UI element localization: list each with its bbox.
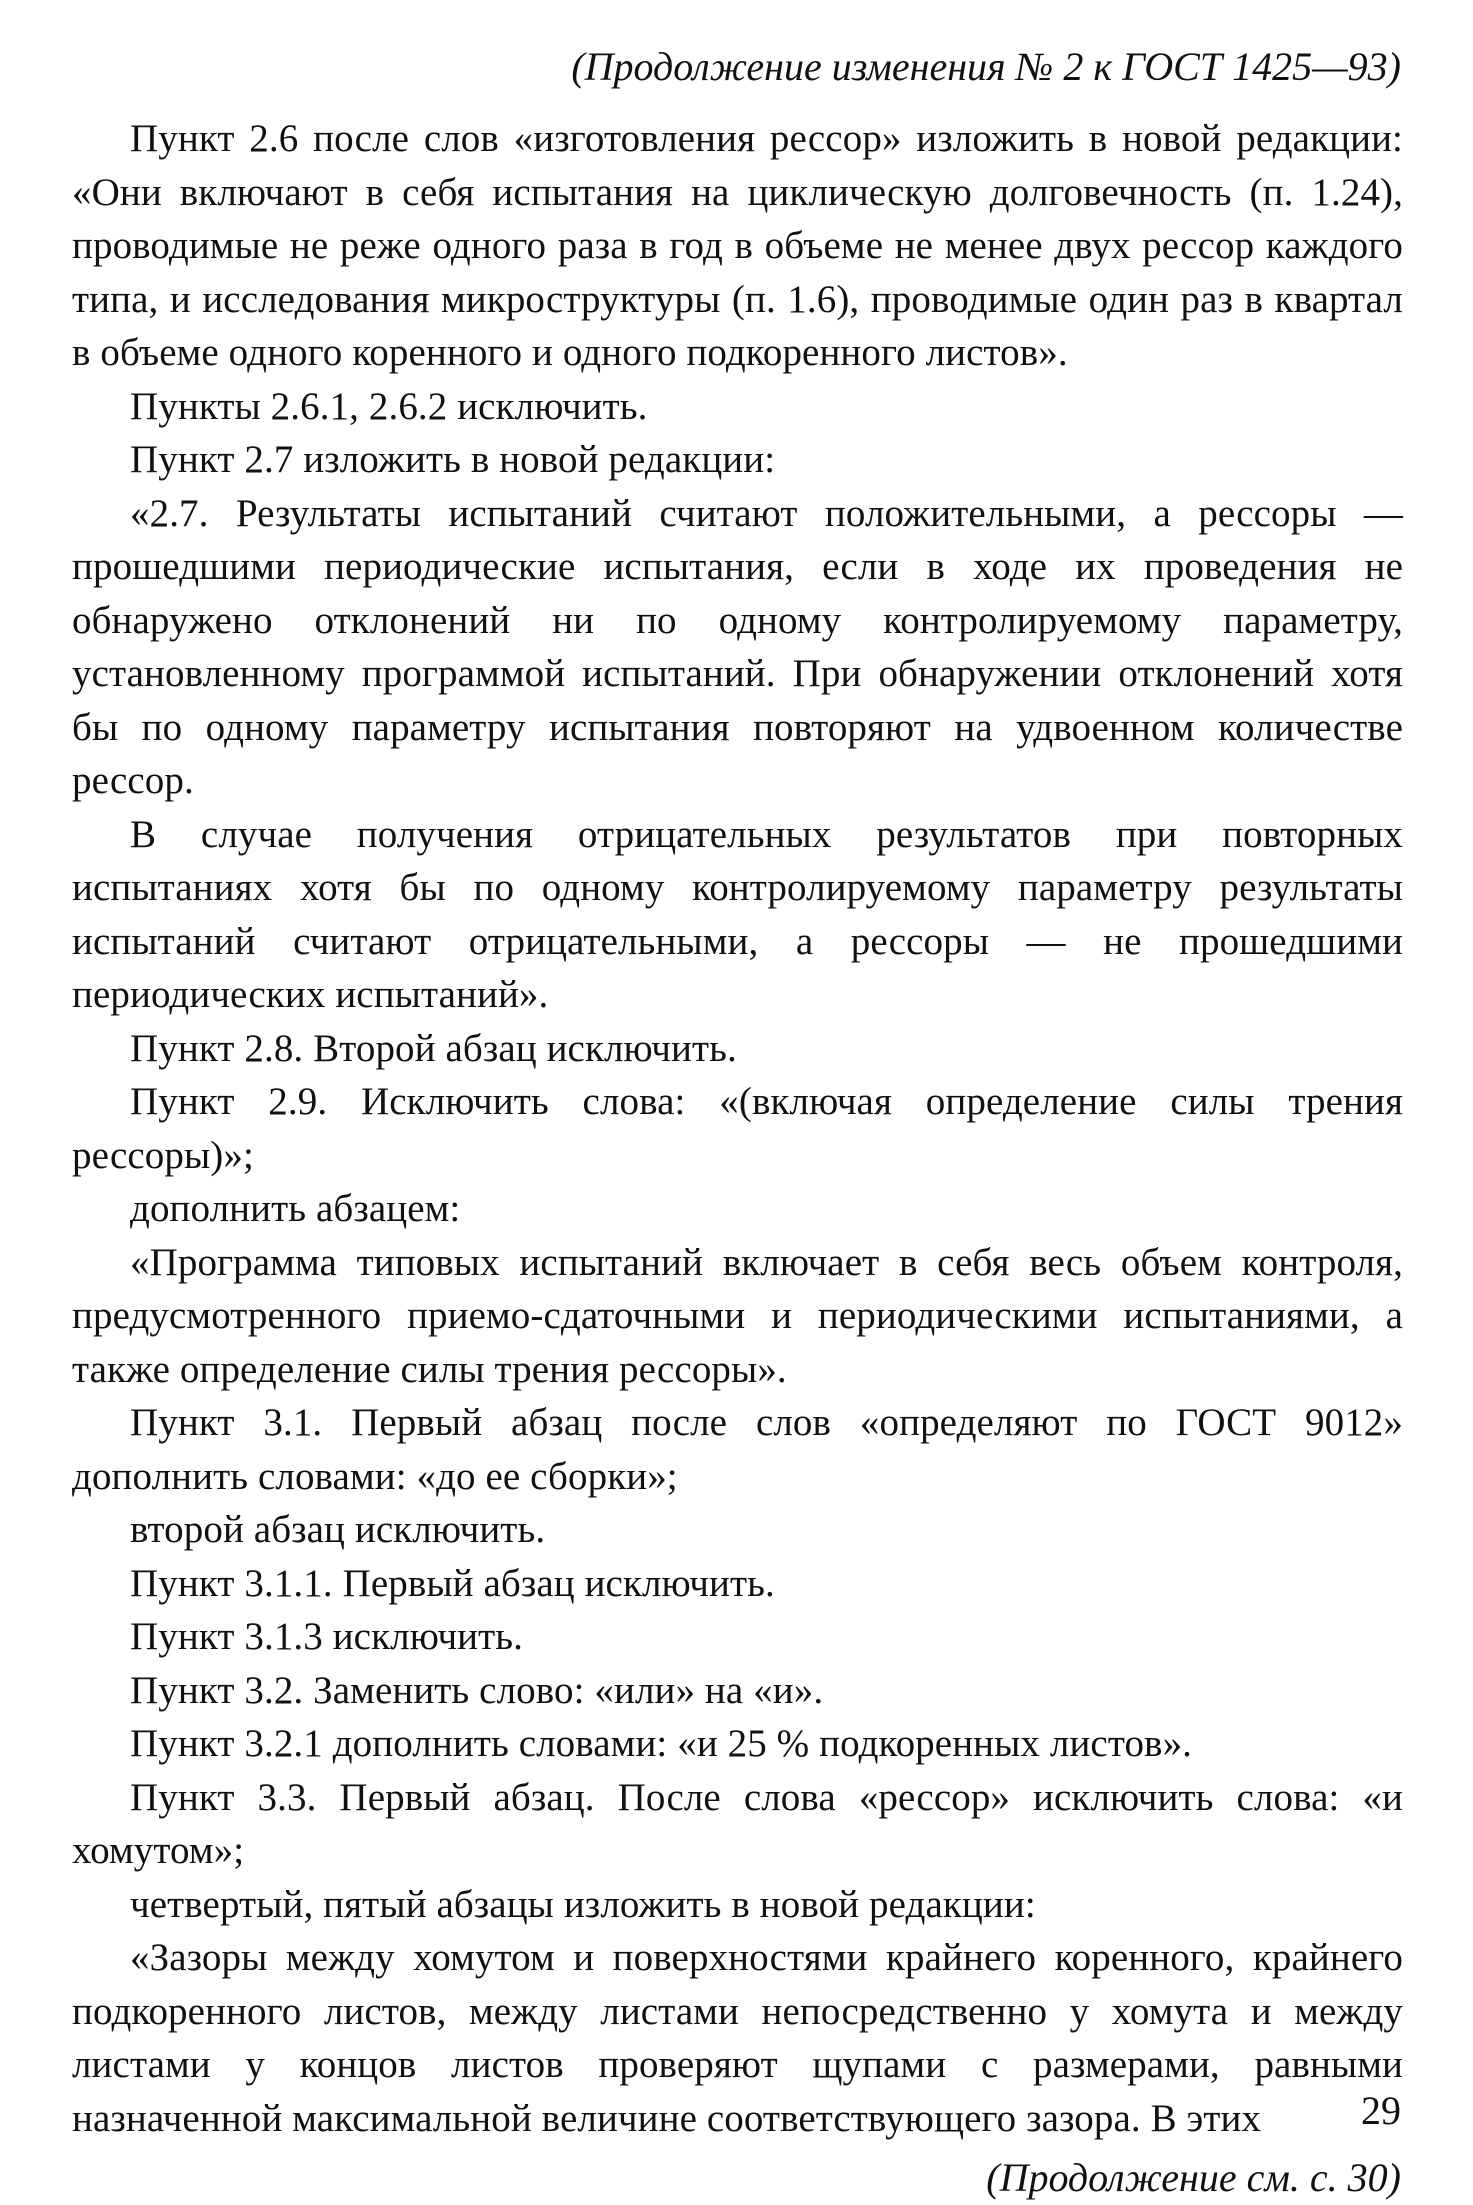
paragraph: Пункт 2.6 после слов «изготовления рессор» изложить в новой редакции: «Они включают в себя испытания на циклическую долговечность (п. 1.24), проводимые не реже одного раза в год в объеме не менее двух рессор каждого типа, и исследования микроструктуры (п. 1.6), проводимые один раз в квартал в объеме одного коренного и одного подкоренного листов».	[72, 117, 1403, 374]
paragraph: Пункт 2.9. Исключить слова: «(включая определение силы трения рессоры)»;	[72, 1080, 1403, 1177]
continuation-note: (Продолжение см. с. 30)	[986, 2155, 1401, 2200]
paragraph: Пункт 3.3. Первый абзац. После слова «рессор» исключить слова: «и хомутом»;	[72, 1775, 1403, 1872]
paragraph: четвертый, пятый абзацы изложить в новой редакции:	[130, 1882, 1036, 1926]
paragraph: Пункт 3.2.1 дополнить словами: «и 25 % подкоренных листов».	[130, 1722, 1193, 1765]
paragraph: «Зазоры между хомутом и поверхностями крайнего коренного, крайнего подкоренного листов, между листами непосредственно у хомута и между листами у концов листов проверяют щупами с размерами, равными назначенной максимальной величине соответствующего зазора. В этих	[72, 1936, 1403, 2140]
paragraph: Пункт 3.1.1. Первый абзац исключить.	[130, 1561, 775, 1605]
paragraph: Пункт 3.2. Заменить слово: «или» на «и».	[130, 1668, 824, 1712]
paragraph: В случае получения отрицательных результатов при повторных испытаниях хотя бы по одному контролируемому параметру результаты испытаний считают отрицательными, а рессоры — не прошедшими периодических испытаний».	[72, 812, 1403, 1016]
paragraph: Пункты 2.6.1, 2.6.2 исключить.	[130, 384, 648, 428]
paragraph: «Программа типовых испытаний включает в себя весь объем контроля, предусмотренного приемо-сдаточными и периодическими испытаниями, а также определение силы трения рессоры».	[72, 1240, 1403, 1391]
paragraph: Пункт 3.1. Первый абзац после слов «определяют по ГОСТ 9012» дополнить словами: «до ее сборки»;	[72, 1401, 1403, 1498]
paragraph: Пункт 3.1.3 исключить.	[130, 1615, 524, 1658]
paragraph: Пункт 2.7 изложить в новой редакции:	[130, 438, 776, 481]
paragraph: дополнить абзацем:	[130, 1187, 461, 1230]
paragraph: «2.7. Результаты испытаний считают положительными, а рессоры — прошедшими периодические испытания, если в ходе их проведения не обнаружено отклонений ни по одному контролируемому параметру, установленному программой испытаний. При обнаружении отклонений хотя бы по одному параметру испытания повторяют на удвоенном количестве рессор.	[72, 491, 1403, 802]
paragraph: Пункт 2.8. Второй абзац исключить.	[130, 1026, 737, 1070]
paragraph: второй абзац исключить.	[130, 1508, 546, 1551]
page-number: 29	[1361, 2088, 1401, 2133]
page-header: (Продолжение изменения № 2 к ГОСТ 1425—93)	[571, 44, 1401, 89]
document-body	[72, 112, 1403, 2145]
